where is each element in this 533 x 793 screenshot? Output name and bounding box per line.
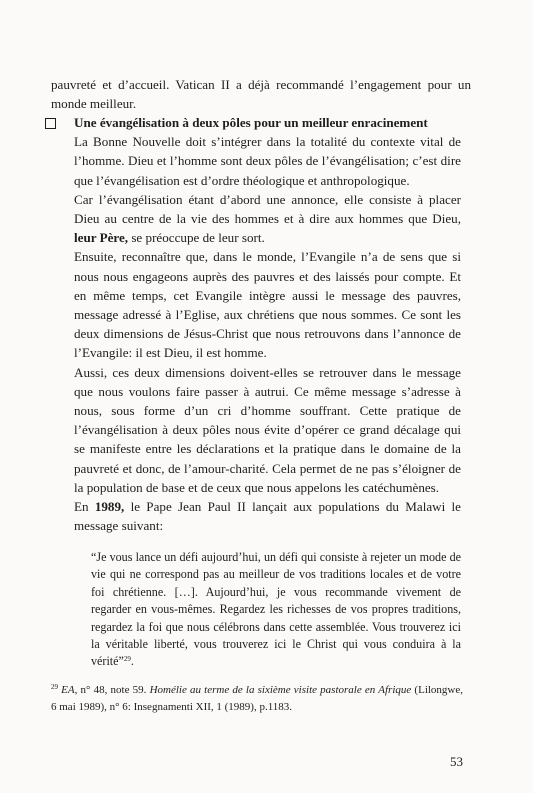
paragraph-5-end: le Pape Jean Paul II lançait aux populations du Malawi le message suivant: xyxy=(74,499,461,534)
paragraph-5 xyxy=(74,497,461,535)
paragraph-1: La Bonne Nouvelle doit s’intégrer dans la totalité du contexte vital de l’homme. Dieu et l’homme sont deux pôles de l’évangélisation; c’est dire que l’évangélisation est d’ordre théologique et anthropologique. xyxy=(74,134,461,188)
paragraph-2-end: se préoccupe de leur sort. xyxy=(128,230,265,246)
paragraph-4: Aussi, ces deux dimensions doivent-elles se retrouver dans le message que nous voulons faire passer à autrui. Ce même message s’adresse à nous, sous forme d’un cri d’homme souffrant. Cette pratique de l’évangélisation à deux pôles nous évite d’opérer ce grand décalage qui se manifeste entre les déclarations et la pratique dans le domaine de la pauvreté et donc, de l’amour-charité. Cela permet de ne pas s’éloigner de la population de base et de ceux que nous appelons les catéchumènes. xyxy=(74,364,461,495)
paragraph-2 xyxy=(74,190,461,248)
section-body xyxy=(74,113,461,535)
paragraph-3: Ensuite, reconnaître que, dans le monde, l’Evangile n’a de sens que si nous nous engageons auprès des pauvres et des laissés pour compte. Et en même temps, cet Evangile intègre aussi le message des pauvres, message adressé à l’Eglise, aux chrétiens que nous sommes. Ce sont les deux dimensions de Jésus-Christ que nous retrouvons dans l’annonce de l’Evangile: il est Dieu, il est homme. xyxy=(74,249,461,361)
papal-quote xyxy=(91,549,461,671)
footnote-text xyxy=(51,682,463,715)
footnote-details: (Lilongwe, 6 mai 1989), n° 6: Insegnamenti XII, 1 (1989), p.1183. xyxy=(51,684,464,713)
paragraph-5-year: 1989, xyxy=(94,499,125,515)
footnote-source-abbr: EA xyxy=(61,684,75,696)
paragraph-2-bold: leur Père, xyxy=(74,230,129,246)
footnote-source-ref: , n° 48, note 59. xyxy=(74,684,150,696)
quote-text: “Je vous lance un défi aujourd’hui, un défi qui consiste à rejeter un mode de vie qui ne correspond pas au meilleur de vos traditions locales et de votre foi chrétienne. […]. Aujourd’hui, je vous recommande vivement de regarder en vous-mêmes. Regardez les richesses de vos propres traditions, regardez la foi que nous célébrons dans cette assemblée. Vous trouverez ici la véritable liberté, vous trouverez ici le Christ qui vous conduira à la vérité”$^{29}$. xyxy=(91,550,461,669)
footnote xyxy=(51,682,463,715)
paragraph-5-start: En xyxy=(74,499,95,515)
continuation-paragraph xyxy=(51,75,471,113)
section-heading: Une évangélisation à deux pôles pour un meilleur enracinement xyxy=(74,115,428,130)
quote-footnote-ref[interactable]: 29 xyxy=(123,655,131,664)
paragraph-2-start: Car l’évangélisation étant d’abord une annonce, elle consiste à placer Dieu au centre de la vie des hommes et à dire aux hommes que Dieu, xyxy=(74,191,461,227)
footnote-title: Homélie au terme de la sixième visite pastorale en Afrique xyxy=(149,684,412,696)
checkbox-bullet-icon xyxy=(45,118,56,129)
lead-text: pauvreté et d’accueil. Vatican II a déjà recommandé l’engagement pour un monde meilleur. xyxy=(51,77,471,112)
page-number: 53 xyxy=(450,754,463,769)
quote-body: “Je vous lance un défi aujourd’hui, un défi qui consiste à rejeter un mode de vie qui ne correspond pas au meilleur de vos traditions locales et de votre foi chrétienne. […]. Aujourd’hui, je vous recommande vivement de regarder en vous-mêmes. Regardez les richesses de vos propres traditions, regardez la foi que nous célébrons dans cette assemblée. Vous trouverez ici la véritable liberté, vous trouverez ici le Christ qui vous conduira à la vérité” xyxy=(91,550,461,669)
footnote-number: 29 xyxy=(51,683,58,691)
